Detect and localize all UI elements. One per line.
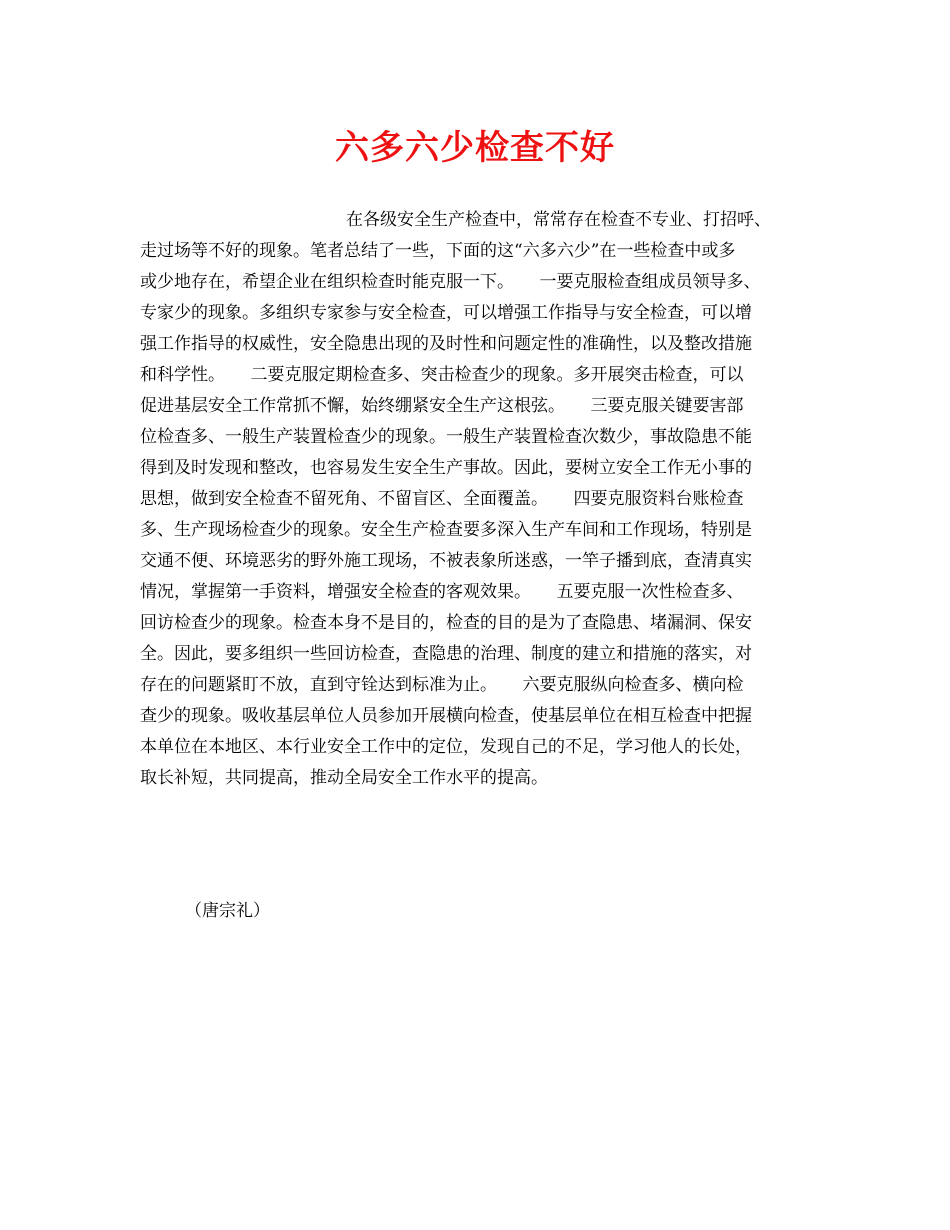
body-line: 全。因此，要多组织一些回访检查，查隐患的治理、制度的建立和措施的落实，对 — [140, 644, 752, 664]
body-line: 多、生产现场检查少的现象。安全生产检查要多深入生产车间和工作现场，特别是 — [140, 520, 752, 540]
body-line: 存在的问题紧盯不放，直到守铨达到标准为止。 六要克服纵向检查多、横向检 — [140, 675, 744, 695]
body-line: 或少地存在，希望企业在组织检查时能克服一下。 一要克服检查组成员领导多、 — [140, 272, 761, 292]
body-line: 走过场等不好的现象。笔者总结了一些，下面的这“六多六少”在一些检查中或多 — [140, 241, 736, 261]
body-line: 回访检查少的现象。检查本身不是目的，检查的目的是为了查隐患、堵漏洞、保安 — [140, 613, 752, 633]
body-line: 在各级安全生产检查中，常常存在检查不专业、打招呼、 — [346, 210, 771, 230]
body-line: 思想，做到安全检查不留死角、不留盲区、全面覆盖。 四要克服资料台账检查 — [140, 489, 744, 509]
body-line: 专家少的现象。多组织专家参与安全检查，可以增强工作指导与安全检查，可以增 — [140, 303, 752, 323]
body-line: 交通不便、环境恶劣的野外施工现场，不被表象所迷惑，一竿子播到底，查清真实 — [140, 551, 752, 571]
body-line: 取长补短，共同提高，推动全局安全工作水平的提高。 — [140, 768, 548, 788]
author-signature: （唐宗礼） — [185, 901, 270, 921]
body-line: 得到及时发现和整改，也容易发生安全生产事故。因此，要树立安全工作无小事的 — [140, 458, 752, 478]
body-line: 位检查多、一般生产装置检查少的现象。一般生产装置检查次数少，事故隐患不能 — [140, 427, 752, 447]
body-line: 促进基层安全工作常抓不懈，始终绷紧安全生产这根弦。 三要克服关键要害部 — [140, 396, 744, 416]
document-body — [140, 205, 840, 794]
body-line: 情况，掌握第一手资料，增强安全检查的客观效果。 五要克服一次性检查多、 — [140, 582, 744, 602]
body-line: 和科学性。 二要克服定期检查多、突击检查少的现象。多开展突击检查，可以 — [140, 365, 744, 385]
body-line: 本单位在本地区、本行业安全工作中的定位，发现自己的不足，学习他人的长处， — [140, 737, 752, 757]
body-line: 查少的现象。吸收基层单位人员参加开展横向检查，使基层单位在相互检查中把握 — [140, 706, 752, 726]
body-line: 强工作指导的权威性，安全隐患出现的及时性和问题定性的准确性，以及整改措施 — [140, 334, 752, 354]
document-title: 六多六少检查不好 — [335, 128, 615, 168]
